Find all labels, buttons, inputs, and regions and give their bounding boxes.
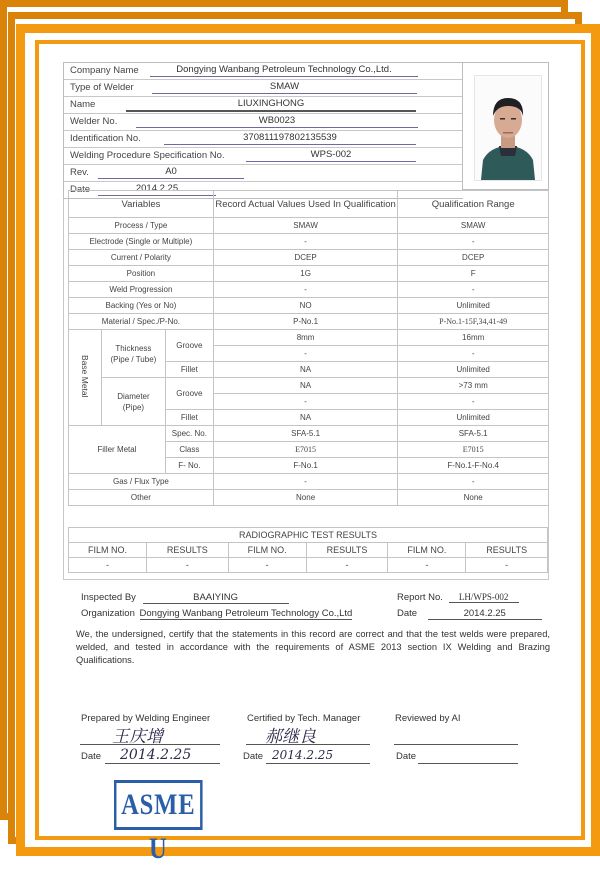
diameter-groove-range: >73 mm xyxy=(398,378,549,394)
rev-label: Rev. xyxy=(70,167,89,178)
table-row xyxy=(69,314,549,330)
table-row xyxy=(69,234,549,250)
table-row xyxy=(69,266,549,282)
results-value: - xyxy=(466,558,548,573)
header-actual-values: Record Actual Values Used In Qualification xyxy=(213,191,398,218)
row-actual: P-No.1 xyxy=(213,314,398,330)
row-range: P-No.1-15F,34,41-49 xyxy=(398,314,549,330)
identification-row xyxy=(64,131,463,148)
film-no-value: - xyxy=(69,558,147,573)
filler-class-range: E7015 xyxy=(398,442,549,458)
thickness-fillet-actual: NA xyxy=(213,362,398,378)
row-label: Process / Type xyxy=(69,218,214,234)
welder-type-label: Type of Welder xyxy=(70,82,134,93)
row-actual: - xyxy=(213,234,398,250)
inspection-date-value: 2014.2.25 xyxy=(428,608,542,620)
identification-label: Identification No. xyxy=(70,133,141,144)
row-actual: - xyxy=(213,282,398,298)
qualification-table xyxy=(68,190,549,506)
prepared-by-label: Prepared by Welding Engineer xyxy=(81,713,211,724)
gas-flux-actual: - xyxy=(213,474,398,490)
table-row xyxy=(69,250,549,266)
base-metal-row xyxy=(69,378,549,394)
diameter-groove-actual: NA xyxy=(213,378,398,394)
rev-value: A0 xyxy=(98,165,244,179)
certified-date: 2014.2.25 xyxy=(272,748,334,762)
filler-metal-row xyxy=(69,426,549,442)
certified-signature-line xyxy=(246,744,370,745)
row-range: - xyxy=(398,282,549,298)
prepared-signature-line xyxy=(80,744,220,745)
welder-type-row xyxy=(64,80,463,97)
filler-fno-label: F- No. xyxy=(165,458,213,474)
welder-type-value: SMAW xyxy=(152,80,417,94)
table-row xyxy=(69,298,549,314)
results-header: RESULTS xyxy=(306,543,388,558)
results-value: - xyxy=(306,558,388,573)
wps-value: WPS-002 xyxy=(246,148,416,162)
company-label: Company Name xyxy=(70,65,139,76)
reviewed-date-line xyxy=(418,763,518,764)
certified-date-line xyxy=(266,763,370,764)
gas-flux-range: - xyxy=(398,474,549,490)
filler-spec-label: Spec. No. xyxy=(165,426,213,442)
certified-by-label: Certified by Tech. Manager xyxy=(247,713,361,724)
header-fields xyxy=(63,62,463,199)
row-label: Position xyxy=(69,266,214,282)
prepared-date-label: Date xyxy=(81,751,102,762)
name-label: Name xyxy=(70,99,96,110)
radiographic-results-table xyxy=(68,527,548,573)
inspection-date-label: Date xyxy=(397,608,418,619)
table-row xyxy=(69,282,549,298)
company-row xyxy=(64,63,463,80)
filler-spec-actual: SFA-5.1 xyxy=(213,426,398,442)
row-actual: SMAW xyxy=(213,218,398,234)
organization-value: Dongying Wanbang Petroleum Technology Co.,Ltd xyxy=(139,608,353,619)
reviewed-signature-line xyxy=(394,744,518,745)
base-metal-label-cell xyxy=(69,330,102,426)
welder-photo xyxy=(474,75,542,181)
row-range: SMAW xyxy=(398,218,549,234)
inspection-date-field xyxy=(397,608,542,620)
table-row xyxy=(69,218,549,234)
results-header: RESULTS xyxy=(147,543,229,558)
welder-no-value: WB0023 xyxy=(136,114,418,128)
row-range: Unlimited xyxy=(398,298,549,314)
film-no-header: FILM NO. xyxy=(388,543,466,558)
row-label: Backing (Yes or No) xyxy=(69,298,214,314)
thickness-fillet-range: Unlimited xyxy=(398,362,549,378)
asme-u-stamp: ASME U xyxy=(114,780,203,830)
inspected-by-field xyxy=(81,592,289,604)
photo-box xyxy=(462,62,549,190)
diameter-fillet-actual: NA xyxy=(213,410,398,426)
reviewed-date-label: Date xyxy=(396,751,417,762)
thickness-groove-actual: 8mm xyxy=(213,330,398,346)
other-label: Other xyxy=(69,490,214,506)
diameter-groove-actual-2: - xyxy=(213,394,398,410)
filler-metal-label: Filler Metal xyxy=(69,426,166,474)
fillet-label: Fillet xyxy=(165,410,213,426)
header-qualification-range: Qualification Range xyxy=(398,191,549,218)
diameter-fillet-range: Unlimited xyxy=(398,410,549,426)
identification-value: 370811197802135539 xyxy=(164,131,416,145)
wps-label: Welding Procedure Specification No. xyxy=(70,150,225,161)
report-no-value: LH/WPS-002 xyxy=(449,592,519,603)
row-range: F xyxy=(398,266,549,282)
results-header: RESULTS xyxy=(466,543,548,558)
table-row xyxy=(69,474,549,490)
header-variables: Variables xyxy=(69,191,214,218)
date-label: Date xyxy=(70,184,91,195)
radiographic-value-row xyxy=(69,558,548,573)
film-no-value: - xyxy=(228,558,306,573)
row-label: Weld Progression xyxy=(69,282,214,298)
thickness-groove-range-2: - xyxy=(398,346,549,362)
radiographic-title: RADIOGRAPHIC TEST RESULTS xyxy=(69,528,548,543)
results-value: - xyxy=(147,558,229,573)
table-header-row xyxy=(69,191,549,218)
thickness-groove-range: 16mm xyxy=(398,330,549,346)
certified-signature: 郝继良 xyxy=(265,727,316,747)
report-no-field xyxy=(397,592,519,603)
prepared-date: 2014.2.25 xyxy=(120,747,192,763)
gas-flux-label: Gas / Flux Type xyxy=(69,474,214,490)
prepared-signature: 王庆增 xyxy=(112,727,163,747)
person-photo-icon xyxy=(475,76,541,180)
prepared-date-line xyxy=(105,763,220,764)
film-no-header: FILM NO. xyxy=(69,543,147,558)
wps-row xyxy=(64,148,463,165)
filler-fno-range: F-No.1-F-No.4 xyxy=(398,458,549,474)
welder-no-label: Welder No. xyxy=(70,116,118,127)
base-metal-label: Base Metal xyxy=(79,355,90,398)
row-label: Current / Polarity xyxy=(69,250,214,266)
organization-label: Organization xyxy=(81,608,135,619)
film-no-value: - xyxy=(388,558,466,573)
date-value: 2014.2.25 xyxy=(98,182,216,196)
thickness-label: Thickness (Pipe / Tube) xyxy=(101,330,165,378)
row-actual: 1G xyxy=(213,266,398,282)
row-label: Material / Spec./P-No. xyxy=(69,314,214,330)
reviewed-by-label: Reviewed by AI xyxy=(395,713,461,724)
row-actual: DCEP xyxy=(213,250,398,266)
other-actual: None xyxy=(213,490,398,506)
organization-field xyxy=(81,608,352,620)
certified-date-label: Date xyxy=(243,751,264,762)
row-actual: NO xyxy=(213,298,398,314)
base-metal-row xyxy=(69,330,549,346)
inspected-by-label: Inspected By xyxy=(81,592,136,603)
radiographic-header-row xyxy=(69,543,548,558)
other-range: None xyxy=(398,490,549,506)
filler-class-label: Class xyxy=(165,442,213,458)
table-row xyxy=(69,490,549,506)
rev-row xyxy=(64,165,463,182)
film-no-header: FILM NO. xyxy=(228,543,306,558)
groove-label: Groove xyxy=(165,330,213,362)
filler-fno-actual: F-No.1 xyxy=(213,458,398,474)
inspected-by-value: BAAIYING xyxy=(143,592,289,604)
company-value: Dongying Wanbang Petroleum Technology Co.,Ltd. xyxy=(150,63,418,77)
row-label: Electrode (Single or Multiple) xyxy=(69,234,214,250)
row-range: - xyxy=(398,234,549,250)
diameter-label: Diameter (Pipe) xyxy=(101,378,165,426)
report-no-label: Report No. xyxy=(397,592,443,603)
diameter-groove-range-2: - xyxy=(398,394,549,410)
groove-label: Groove xyxy=(165,378,213,410)
welder-no-row xyxy=(64,114,463,131)
certification-statement: We, the undersigned, certify that the statements in this record are correct and that the test welds were prepared, welded, and tested in accordance with the requirements of ASME 2013 section IX Welding and Brazing Qualifications. xyxy=(76,629,550,665)
filler-spec-range: SFA-5.1 xyxy=(398,426,549,442)
filler-class-actual: E7015 xyxy=(213,442,398,458)
row-range: DCEP xyxy=(398,250,549,266)
name-row xyxy=(64,97,463,114)
thickness-groove-actual-2: - xyxy=(213,346,398,362)
name-value: LIUXINGHONG xyxy=(126,97,416,112)
fillet-label: Fillet xyxy=(165,362,213,378)
